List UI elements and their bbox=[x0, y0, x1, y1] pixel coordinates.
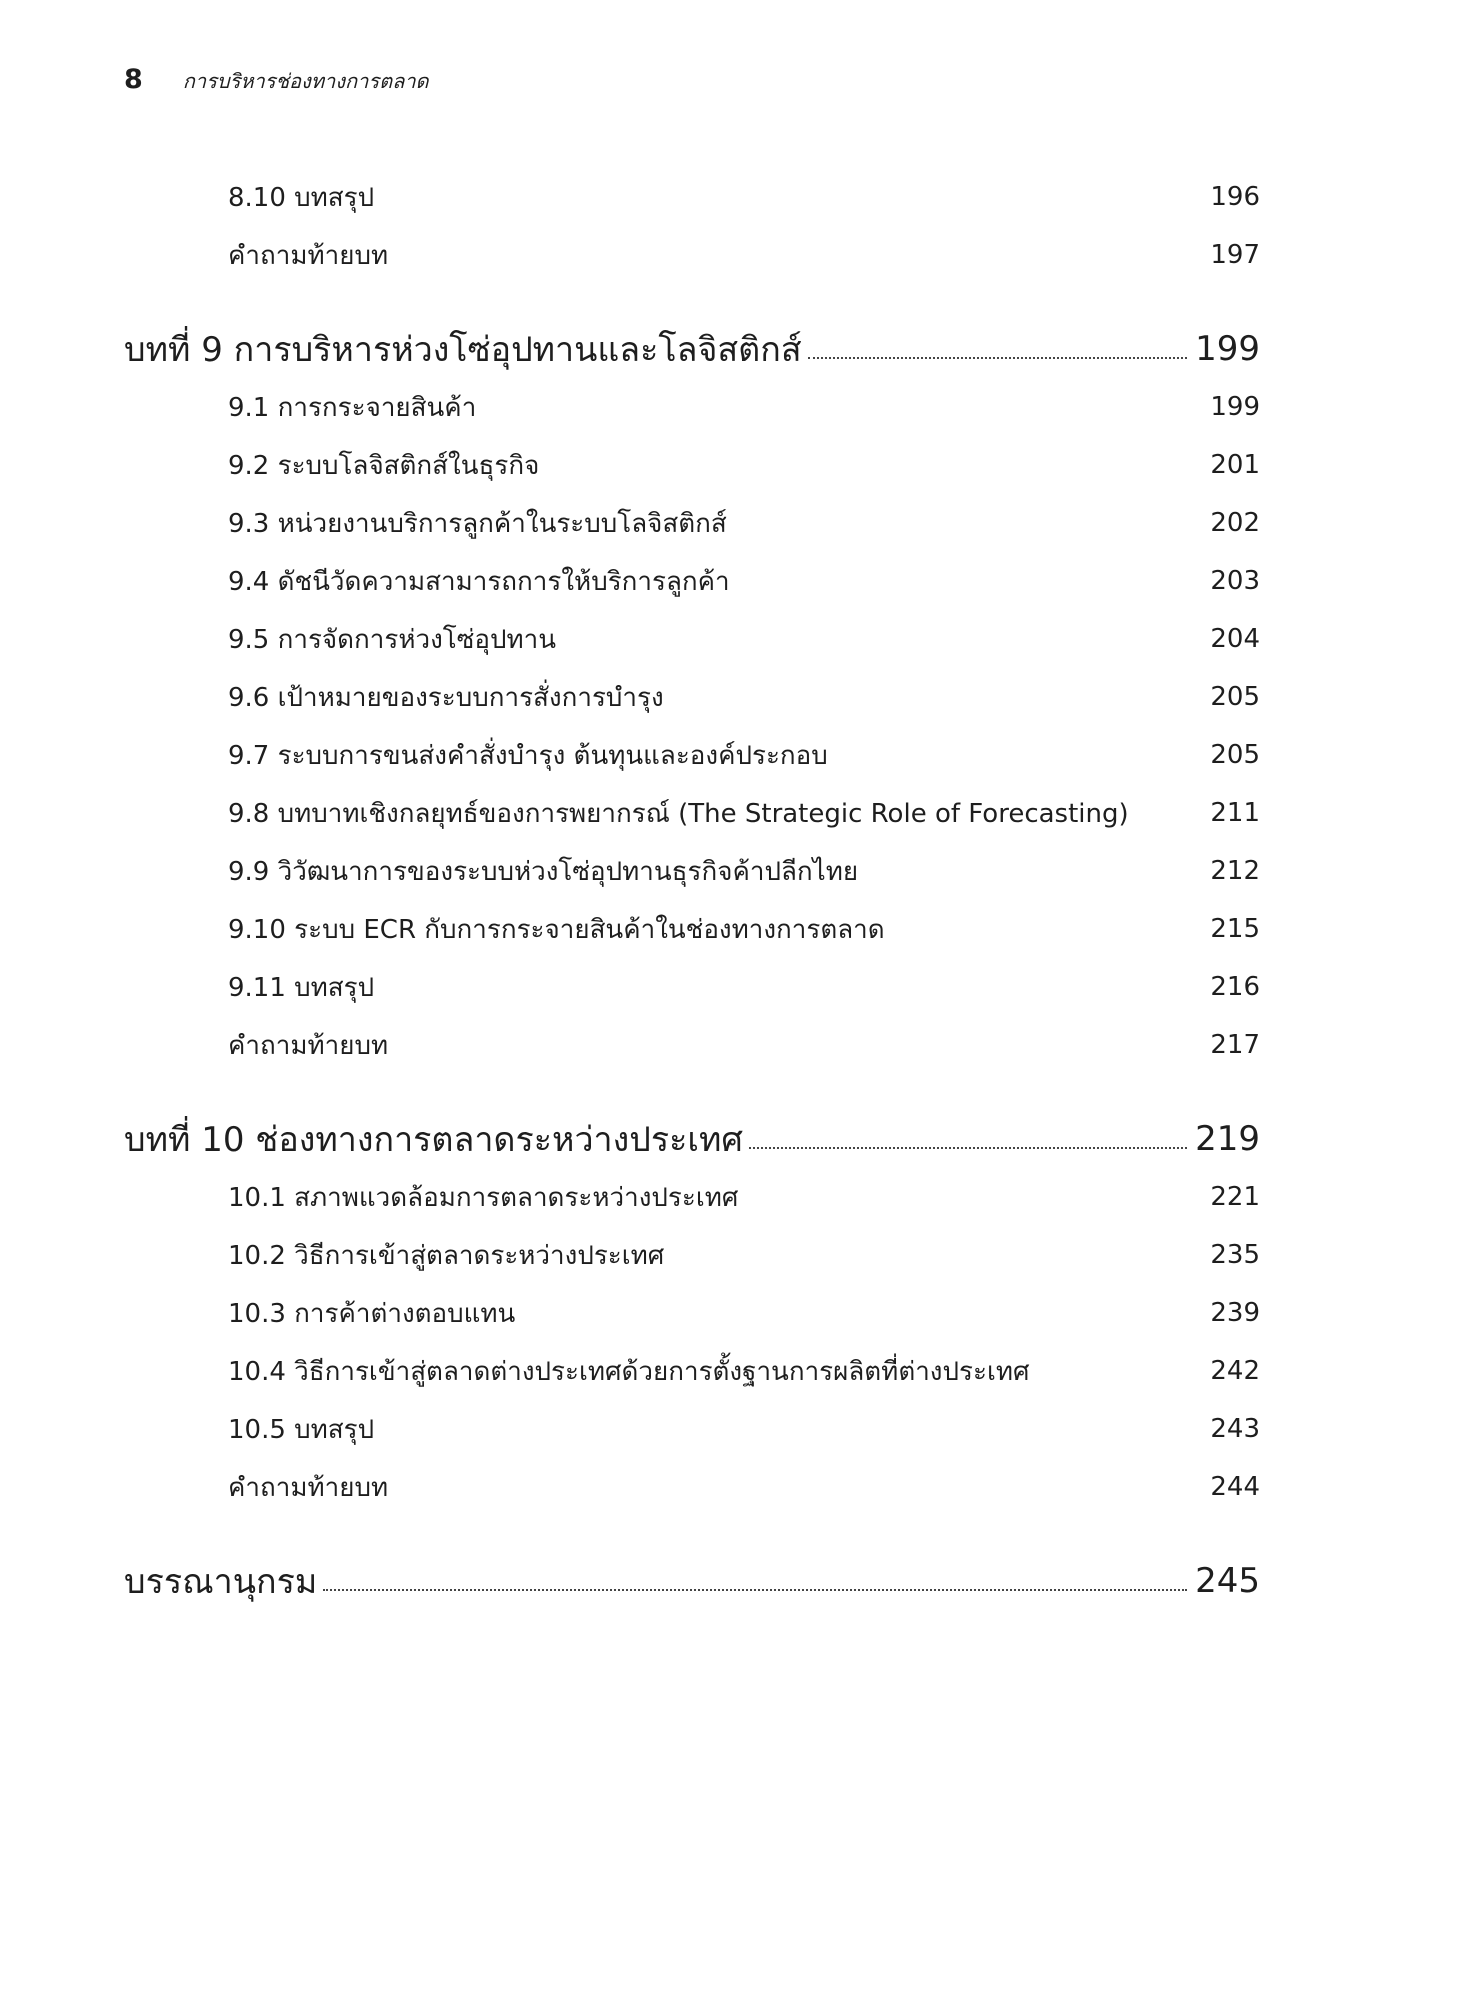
toc-entry-page: 216 bbox=[1210, 972, 1260, 1002]
toc-entry-page: 197 bbox=[1210, 240, 1260, 270]
toc-entry-label: 10.1 สภาพแวดล้อมการตลาดระหว่างประเทศ bbox=[228, 1182, 739, 1213]
dot-leader bbox=[808, 357, 1188, 359]
bibliography-heading[interactable] bbox=[124, 1552, 1260, 1610]
toc-entry[interactable] bbox=[124, 668, 1260, 726]
running-header bbox=[124, 64, 429, 97]
toc-entry-page: 199 bbox=[1210, 392, 1260, 422]
chapter-title: บทที่ 9 การบริหารห่วงโซ่อุปทานและโลจิสติกส์ bbox=[124, 322, 808, 376]
toc-entry[interactable] bbox=[124, 168, 1260, 226]
toc-entry-label: 9.1 การกระจายสินค้า bbox=[228, 392, 477, 423]
toc-entry[interactable] bbox=[124, 436, 1260, 494]
toc-entry-page: 205 bbox=[1210, 740, 1260, 770]
toc-entry[interactable] bbox=[124, 378, 1260, 436]
toc-entry-page: 244 bbox=[1210, 1472, 1260, 1502]
toc-entry-label: 9.5 การจัดการห่วงโซ่อุปทาน bbox=[228, 624, 557, 655]
toc-entry[interactable] bbox=[124, 494, 1260, 552]
toc-entry-page: 205 bbox=[1210, 682, 1260, 712]
toc-entry-label: 10.3 การค้าต่างตอบแทน bbox=[228, 1298, 516, 1329]
section-gap bbox=[124, 1516, 1260, 1552]
toc-entry[interactable] bbox=[124, 552, 1260, 610]
toc-entry-page: 212 bbox=[1210, 856, 1260, 886]
table-of-contents bbox=[124, 168, 1260, 1610]
dot-leader bbox=[749, 1147, 1187, 1149]
toc-entry-page: 202 bbox=[1210, 508, 1260, 538]
toc-entry-label: 10.2 วิธีการเข้าสู่ตลาดระหว่างประเทศ bbox=[228, 1240, 665, 1271]
toc-entry-label: 9.4 ดัชนีวัดความสามารถการให้บริการลูกค้า bbox=[228, 566, 730, 597]
toc-entry[interactable] bbox=[124, 958, 1260, 1016]
toc-entry[interactable] bbox=[124, 1400, 1260, 1458]
chapter-10-heading[interactable] bbox=[124, 1110, 1260, 1168]
toc-entry-label: 10.5 บทสรุป bbox=[228, 1414, 375, 1445]
bibliography-page: 245 bbox=[1187, 1561, 1260, 1601]
chapter-9-heading[interactable] bbox=[124, 320, 1260, 378]
toc-entry-page: 235 bbox=[1210, 1240, 1260, 1270]
section-gap bbox=[124, 1074, 1260, 1110]
toc-entry-label: 9.6 เป้าหมายของระบบการสั่งการบำรุง bbox=[228, 682, 664, 713]
toc-entry-page: 204 bbox=[1210, 624, 1260, 654]
dot-leader bbox=[323, 1589, 1187, 1591]
toc-entry-label: 8.10 บทสรุป bbox=[228, 182, 375, 213]
toc-entry-page: 196 bbox=[1210, 182, 1260, 212]
toc-entry-label: 10.4 วิธีการเข้าสู่ตลาดต่างประเทศด้วยการตั้งฐานการผลิตที่ต่างประเทศ bbox=[228, 1356, 1030, 1387]
chapter-page: 219 bbox=[1187, 1119, 1260, 1159]
toc-entry-label: คำถามท้ายบท bbox=[228, 1472, 389, 1503]
toc-entry[interactable] bbox=[124, 1168, 1260, 1226]
toc-entry-label: 9.11 บทสรุป bbox=[228, 972, 375, 1003]
toc-entry[interactable] bbox=[124, 610, 1260, 668]
toc-entry[interactable] bbox=[124, 226, 1260, 284]
toc-entry-page: 211 bbox=[1210, 798, 1260, 828]
toc-entry-label: 9.3 หน่วยงานบริการลูกค้าในระบบโลจิสติกส์ bbox=[228, 508, 727, 539]
toc-entry-page: 221 bbox=[1210, 1182, 1260, 1212]
toc-entry-label: 9.2 ระบบโลจิสติกส์ในธุรกิจ bbox=[228, 450, 540, 481]
toc-entry[interactable] bbox=[124, 842, 1260, 900]
toc-entry-page: 239 bbox=[1210, 1298, 1260, 1328]
toc-entry-label: 9.7 ระบบการขนส่งคำสั่งบำรุง ต้นทุนและองค์ประกอบ bbox=[228, 740, 828, 771]
toc-entry-page: 243 bbox=[1210, 1414, 1260, 1444]
toc-entry[interactable] bbox=[124, 1016, 1260, 1074]
toc-entry-page: 201 bbox=[1210, 450, 1260, 480]
chapter-title: บทที่ 10 ช่องทางการตลาดระหว่างประเทศ bbox=[124, 1112, 749, 1166]
toc-entry[interactable] bbox=[124, 726, 1260, 784]
toc-entry[interactable] bbox=[124, 900, 1260, 958]
toc-entry[interactable] bbox=[124, 784, 1260, 842]
toc-entry-label: คำถามท้ายบท bbox=[228, 240, 389, 271]
toc-entry[interactable] bbox=[124, 1342, 1260, 1400]
toc-entry[interactable] bbox=[124, 1458, 1260, 1516]
toc-entry-page: 217 bbox=[1210, 1030, 1260, 1060]
toc-entry-label: 9.9 วิวัฒนาการของระบบห่วงโซ่อุปทานธุรกิจค้าปลีกไทย bbox=[228, 856, 859, 887]
page-number: 8 bbox=[124, 64, 143, 95]
toc-entry-page: 203 bbox=[1210, 566, 1260, 596]
section-gap bbox=[124, 284, 1260, 320]
toc-entry[interactable] bbox=[124, 1284, 1260, 1342]
chapter-page: 199 bbox=[1187, 329, 1260, 369]
toc-entry-label: 9.10 ระบบ ECR กับการกระจายสินค้าในช่องทางการตลาด bbox=[228, 914, 885, 945]
bibliography-title: บรรณานุกรม bbox=[124, 1554, 323, 1608]
toc-entry-label: คำถามท้ายบท bbox=[228, 1030, 389, 1061]
book-title: การบริหารช่องทางการตลาด bbox=[182, 69, 429, 93]
toc-entry[interactable] bbox=[124, 1226, 1260, 1284]
toc-entry-label: 9.8 บทบาทเชิงกลยุทธ์ของการพยากรณ์ (The Strategic Role of Forecasting) bbox=[228, 798, 1129, 829]
toc-entry-page: 215 bbox=[1210, 914, 1260, 944]
toc-entry-page: 242 bbox=[1210, 1356, 1260, 1386]
